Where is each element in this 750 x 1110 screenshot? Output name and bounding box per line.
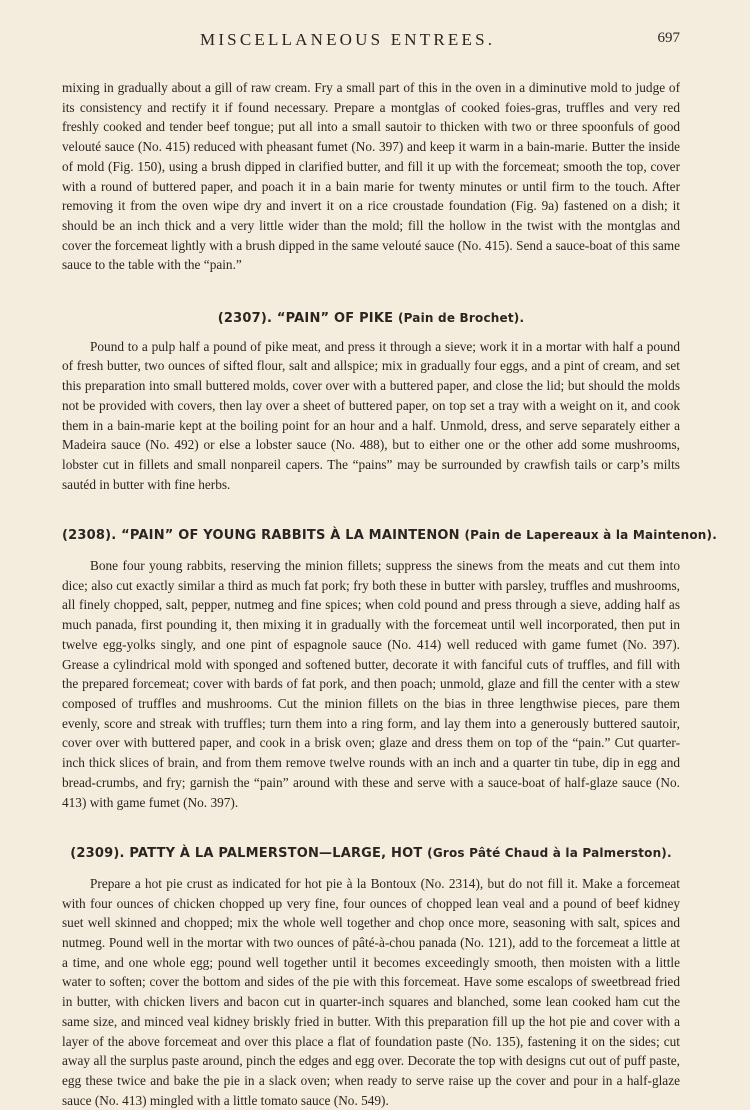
page-header xyxy=(60,30,690,56)
recipe-text-2309: Prepare a hot pie crust as indicated for hot pie à la Bontoux (No. 2314), but do not fill it. Make a forcemeat with four ounces of chicken chopped up very fine, four ounces of chopped lean veal and a pound of beef kidney suet well skinned and chopped; mix the whole well together and chop once more, seasoning with salt, spices and nutmeg. Pound well in the mortar with two ounces of pâté-à-chou panada (No. 121), add to the forcemeat a little at a time, and one whole egg; pound well together until it becomes exceedingly smooth, then moisten with a little water to soften; cover the bottom and sides of the pie with this forcemeat. Have some escalops of sweetbread fried in butter, with chicken livers and bacon cut in quarter-inch squares and blanched, some lean cooked ham cut the same size, and minced veal kidney briskly fried in butter. With this preparation fill up the hot pie and cover with a layer of the above forcemeat and over this place a flat of foundation paste (No. 135), fastening it on the sides; cut away all the surplus paste around, pinch the edges and egg over. Decorate the top with designs cut out of puff paste, egg these twice and bake the pie in a slack oven; when ready to serve raise up the cover and pour in a half-glaze sauce (No. 413) mingled with a little tomato sauce (No. 549). xyxy=(62,875,680,1108)
recipe-title: (2307). “PAIN” OF PIKE xyxy=(217,311,394,327)
recipe-text-2308: Bone four young rabbits, reserving the minion fillets; suppress the sinews from the meats and cut them into dice; also cut exactly similar a third as much fat pork; fry both these in butter with parsley, truffles and mushrooms, all finely chopped, salt, pepper, nutmeg and fine spices; when cold pound and press through a sieve, adding half as much panada, first pounding it, then mixing it in gradually with the forcemeat until well incorporated, then put in twelve egg-yolks singly, and one pint of espagnole sauce (No. 414) well reduced with game fumet (No. 397). Grease a cylindrical mold with sponged and softened butter, decorate it with fanciful cuts of truffles, and fill with the prepared forcemeat; cover with bards of fat pork, and then poach; unmold, glaze and fill the center with a stew composed of truffles and mushrooms. Cut the minion fillets on the bias in three lengthwise pieces, pare them evenly, score and streak with truffles; turn them into a ring form, and lay them into a generously buttered sautoir, cover over with buttered paper, and cook in a brisk oven; glaze and dress them on top of the “pain.” Cut quarter-inch thick slices of brain, and from them remove twelve rounds with an inch and a quarter tin tube, dip in egg and bread-crumbs, and fry; garnish the “pain” around with these and serve with a sauce-boat of half-glaze sauce (No. 413) with game fumet (No. 397). xyxy=(62,558,680,810)
recipe-heading-2309 xyxy=(62,844,680,864)
running-title: MISCELLANEOUS ENTREES. xyxy=(200,30,496,49)
recipe-text-2307: Pound to a pulp half a pound of pike meat, and press it through a sieve; work it in a mortar with half a pound of fresh butter, two ounces of sifted flour, salt and allspice; mix in gradually four eggs, and a pint of cream, and set this preparation into small buttered molds, cover over with a buttered paper, and close the lid; but should the molds not be provided with covers, then lay over a sheet of buttered paper, on top set a tray with a weight on it, and cook them in a bain-marie kept at the boiling point for an hour and a half. Unmold, dress, and serve separately either a Madeira sauce (No. 492) or else a lobster sauce (No. 488), but to either one or the other add some mushrooms, lobster cut in fillets and small nonpareil capers. The “pains” may be surrounded by crawfish tails or carp’s milts sautéd in butter with fine herbs. xyxy=(62,338,680,492)
recipe-title: (2309). PATTY À LA PALMERSTON—LARGE, HOT xyxy=(70,846,423,862)
recipe-subtitle: (Pain de Brochet). xyxy=(397,311,525,326)
recipe-subtitle: (Gros Pâté Chaud à la Palmerston). xyxy=(427,846,672,861)
recipe-title: (2308). “PAIN” OF YOUNG RABBITS À LA MAINTENON xyxy=(62,528,460,544)
recipe-heading-2307 xyxy=(62,309,680,329)
intro-paragraph: mixing in gradually about a gill of raw cream. Fry a small part of this in the oven in a diminutive mold to judge of its consistency and rectify it if found necessary. Prepare a montglas of cooked foies-gras, truffles and very red freshly cooked and tender beef tongue; put all into a small sautoir to thicken with two or three spoonfuls of good velouté sauce (No. 415) reduced with pheasant fumet (No. 397) and keep it warm in a bain-marie. Butter the inside of mold (Fig. 150), using a brush dipped in clarified butter, and fill it up with the forcemeat; smooth the top, cover with a round of buttered paper, and poach it in a bain marie for twenty minutes or until firm to the touch. After removing it from the oven wipe dry and invert it on a rice croustade foundation (Fig. 9a) fastened on a dish; it should be an inch thick and a very little wider than the mold; fill the hollow in the twist with the montglas and cover the forcemeat lightly with a brush dipped in the same velouté sauce (No. 415). Send a sauce-boat of this same sauce to the table with the “pain.” xyxy=(62,80,680,273)
recipe-subtitle: (Pain de Lapereaux à la Maintenon). xyxy=(464,528,717,543)
page-number: 697 xyxy=(657,30,680,46)
recipe-heading-2308 xyxy=(62,526,717,546)
page-body xyxy=(62,78,717,1110)
